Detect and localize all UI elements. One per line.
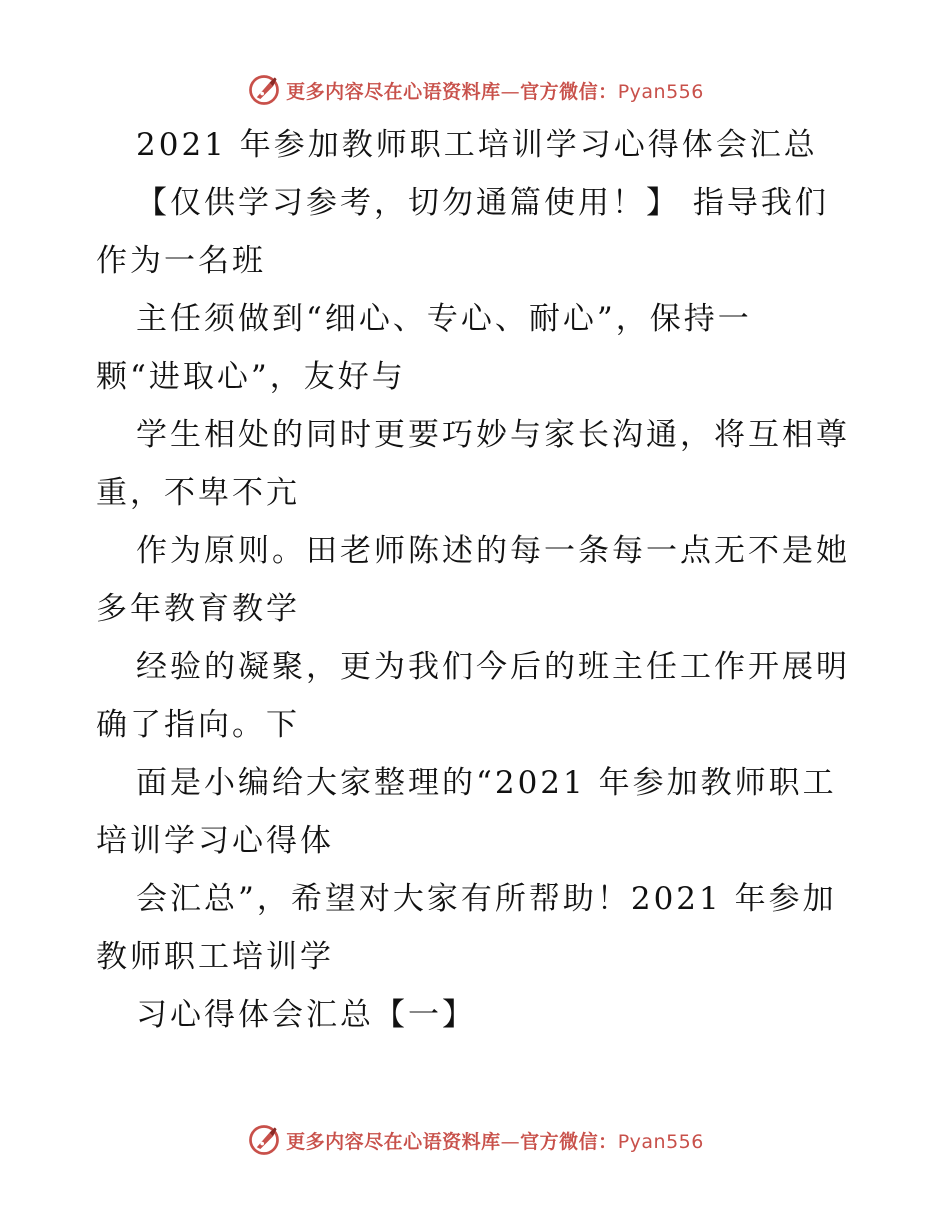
document-line: 面是小编给大家整理的“2021 年参加教师职工 bbox=[136, 765, 837, 801]
banner-separator: — bbox=[500, 80, 521, 103]
document-line: 学生相处的同时更要巧妙与家长沟通，将互相尊 bbox=[136, 417, 850, 453]
header-banner bbox=[0, 70, 950, 110]
document-title: 2021 年参加教师职工培训学习心得体会汇总 bbox=[136, 127, 818, 163]
document-line: 【仅供学习参考，切勿通篇使用！】 指导我们 bbox=[136, 185, 829, 221]
document-line: 经验的凝聚，更为我们今后的班主任工作开展明 bbox=[136, 649, 850, 685]
document-body bbox=[96, 116, 856, 1044]
document-line: 作为原则。田老师陈述的每一条每一点无不是她 bbox=[136, 533, 850, 569]
document-line: 主任须做到“细心、专心、耐心”，保持一 bbox=[136, 301, 752, 337]
document-line: 多年教育教学 bbox=[96, 591, 300, 627]
banner-wechat-label: 官方微信： bbox=[520, 80, 618, 103]
document-line: 培训学习心得体 bbox=[96, 823, 334, 859]
banner-wechat-id: Pyan556 bbox=[617, 1130, 704, 1153]
document-line: 会汇总”，希望对大家有所帮助！2021 年参加 bbox=[136, 881, 837, 917]
document-line: 确了指向。下 bbox=[96, 707, 300, 743]
document-line: 作为一名班 bbox=[96, 243, 266, 279]
banner-wechat-label: 官方微信： bbox=[520, 1130, 618, 1153]
banner-separator: — bbox=[500, 1130, 521, 1153]
document-line: 习心得体会汇总【一】 bbox=[136, 997, 476, 1033]
banner-wechat-id: Pyan556 bbox=[617, 80, 704, 103]
banner-text: 更多内容尽在心语资料库 bbox=[286, 80, 501, 103]
banner-text: 更多内容尽在心语资料库 bbox=[286, 1130, 501, 1153]
pen-nib-logo-icon bbox=[246, 72, 282, 108]
footer-banner bbox=[0, 1120, 950, 1160]
document-line: 重，不卑不亢 bbox=[96, 475, 300, 511]
pen-nib-logo-icon bbox=[246, 1122, 282, 1158]
document-line: 颗“进取心”，友好与 bbox=[96, 359, 406, 395]
document-line: 教师职工培训学 bbox=[96, 939, 334, 975]
